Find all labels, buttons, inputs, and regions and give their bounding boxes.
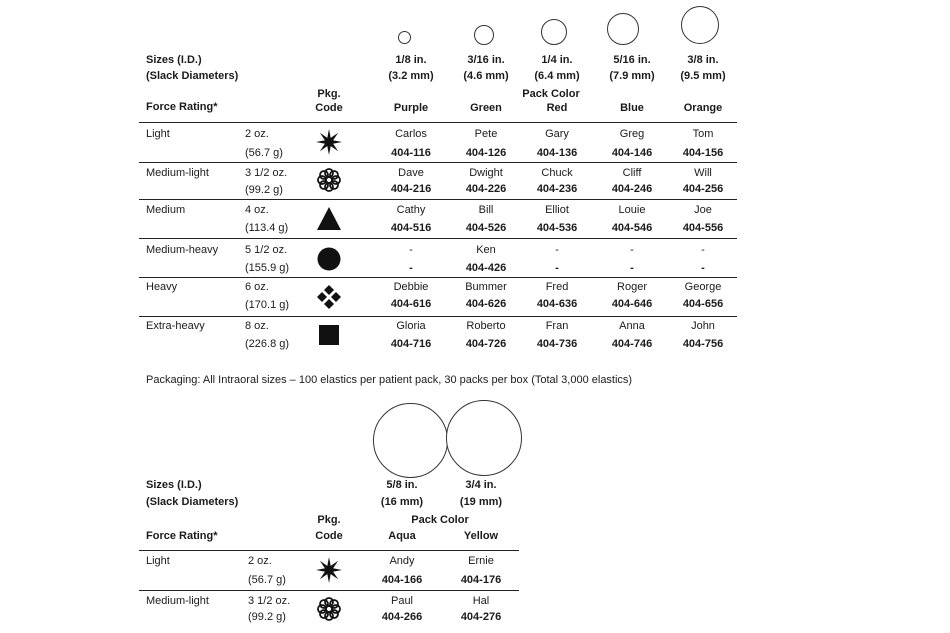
product-code: 404-166 — [381, 574, 423, 586]
product-code: 404-636 — [536, 298, 578, 310]
packaging-note: Packaging: All Intraoral sizes – 100 elastics per patient pack, 30 packs per box (Total 3,000 elastics) — [146, 374, 633, 386]
force-rating: Extra-heavy — [146, 320, 205, 332]
product-code: 404-146 — [611, 147, 653, 159]
pack-color: Orange — [683, 102, 723, 114]
elastic-name: Carlos — [395, 128, 427, 140]
elastic-name: Will — [694, 167, 712, 179]
elastic-name: Debbie — [393, 281, 429, 293]
product-code: 404-646 — [611, 298, 653, 310]
elastic-name: Ken — [476, 244, 496, 256]
star-icon — [316, 129, 342, 155]
slack-label: (Slack Diameters) — [146, 496, 239, 508]
product-code: 404-156 — [682, 147, 724, 159]
product-code: 404-736 — [536, 338, 578, 350]
pack-color: Red — [546, 102, 568, 114]
elastic-name: Gloria — [396, 320, 426, 332]
force-rating: Medium-heavy — [146, 244, 219, 256]
product-code: 404-276 — [460, 611, 502, 623]
product-code: - — [409, 262, 413, 274]
elastic-name: Gary — [545, 128, 569, 140]
divider — [139, 238, 737, 239]
elastic-name: Dave — [398, 167, 424, 179]
force-grams: (226.8 g) — [245, 338, 290, 350]
size-inch: 3/8 in. — [687, 54, 719, 66]
product-code: 404-746 — [611, 338, 653, 350]
elastic-name: Cathy — [396, 204, 426, 216]
pack-color-label: Pack Color — [522, 88, 580, 100]
elastic-name: Bummer — [465, 281, 507, 293]
sizes-label: Sizes (I.D.) — [146, 479, 202, 491]
product-code: - — [701, 262, 705, 274]
elastic-name: John — [691, 320, 715, 332]
size-mm: (19 mm) — [459, 496, 503, 508]
size-circle-icon — [446, 400, 522, 476]
force-grams: (99.2 g) — [245, 184, 283, 196]
elastic-name: Greg — [619, 128, 645, 140]
elastic-name: - — [555, 244, 559, 256]
diamonds-icon — [316, 284, 342, 310]
size-circle-icon — [398, 31, 411, 44]
product-code: 404-126 — [465, 147, 507, 159]
pack-color: Blue — [620, 102, 644, 114]
force-oz: 4 oz. — [245, 204, 269, 216]
force-oz: 8 oz. — [245, 320, 269, 332]
pkg-label: Pkg. — [317, 88, 341, 100]
size-inch: 3/4 in. — [465, 479, 497, 491]
circle-icon — [316, 246, 342, 272]
force-oz: 2 oz. — [248, 555, 272, 567]
square-icon — [316, 322, 342, 348]
force-oz: 3 1/2 oz. — [245, 167, 288, 179]
divider — [139, 199, 737, 200]
size-mm: (3.2 mm) — [388, 70, 434, 82]
force-oz: 3 1/2 oz. — [248, 595, 291, 607]
product-code: 404-426 — [465, 262, 507, 274]
product-code: 404-216 — [390, 183, 432, 195]
elastic-name: Paul — [390, 595, 414, 607]
product-code: 404-256 — [682, 183, 724, 195]
force-rating-label: Force Rating* — [146, 530, 218, 542]
flower-icon — [316, 167, 342, 193]
size-mm: (9.5 mm) — [680, 70, 726, 82]
elastic-name: Roberto — [466, 320, 506, 332]
product-code: 404-246 — [611, 183, 653, 195]
divider — [139, 590, 519, 591]
size-circle-icon — [373, 403, 448, 478]
force-grams: (155.9 g) — [245, 262, 290, 274]
force-rating-label: Force Rating* — [146, 101, 218, 113]
force-rating: Medium — [146, 204, 186, 216]
elastic-name: Bill — [478, 204, 494, 216]
pkg-label: Pkg. — [317, 514, 341, 526]
elastic-name: - — [409, 244, 413, 256]
force-rating: Heavy — [146, 281, 178, 293]
size-mm: (6.4 mm) — [534, 70, 580, 82]
elastic-name: - — [701, 244, 705, 256]
product-code: 404-266 — [381, 611, 423, 623]
size-inch: 3/16 in. — [467, 54, 505, 66]
elastic-name: Cliff — [622, 167, 642, 179]
size-inch: 5/8 in. — [386, 479, 418, 491]
product-code: 404-726 — [465, 338, 507, 350]
elastic-name: Dwight — [469, 167, 503, 179]
sizes-label: Sizes (I.D.) — [146, 54, 202, 66]
size-inch: 1/8 in. — [395, 54, 427, 66]
elastic-name: Andy — [389, 555, 415, 567]
product-code: 404-716 — [390, 338, 432, 350]
force-oz: 2 oz. — [245, 128, 269, 140]
star-icon — [316, 557, 342, 583]
elastic-name: Louie — [618, 204, 646, 216]
force-oz: 5 1/2 oz. — [245, 244, 288, 256]
elastic-name: Fran — [545, 320, 569, 332]
product-code: 404-526 — [465, 222, 507, 234]
product-code: 404-756 — [682, 338, 724, 350]
size-circle-icon — [607, 13, 639, 45]
product-code: 404-236 — [536, 183, 578, 195]
elastic-name: Chuck — [541, 167, 573, 179]
size-mm: (4.6 mm) — [463, 70, 509, 82]
pack-color: Yellow — [463, 530, 499, 542]
divider — [139, 316, 737, 317]
size-circle-icon — [474, 25, 494, 45]
product-code: 404-656 — [682, 298, 724, 310]
elastic-name: Pete — [474, 128, 498, 140]
divider — [139, 122, 737, 123]
product-code: 404-546 — [611, 222, 653, 234]
product-code: 404-136 — [536, 147, 578, 159]
product-code: - — [630, 262, 634, 274]
product-code: 404-616 — [390, 298, 432, 310]
divider — [139, 162, 737, 163]
elastic-name: Hal — [472, 595, 490, 607]
force-rating: Light — [146, 555, 170, 567]
pack-color: Purple — [393, 102, 429, 114]
size-inch: 1/4 in. — [541, 54, 573, 66]
elastic-name: Roger — [617, 281, 647, 293]
divider — [139, 550, 519, 551]
pack-color: Green — [470, 102, 502, 114]
elastic-name: Joe — [694, 204, 712, 216]
code-label: Code — [315, 102, 343, 114]
force-grams: (56.7 g) — [245, 147, 283, 159]
flower-icon — [316, 596, 342, 622]
code-label: Code — [315, 530, 343, 542]
product-code: 404-176 — [460, 574, 502, 586]
elastic-name: - — [630, 244, 634, 256]
elastic-name: George — [684, 281, 722, 293]
product-code: 404-116 — [391, 147, 431, 159]
pack-color-label: Pack Color — [411, 514, 469, 526]
size-mm: (16 mm) — [380, 496, 424, 508]
elastic-name: Anna — [619, 320, 645, 332]
product-code: - — [555, 262, 559, 274]
force-grams: (99.2 g) — [248, 611, 286, 623]
product-code: 404-516 — [390, 222, 432, 234]
divider — [139, 277, 737, 278]
size-mm: (7.9 mm) — [609, 70, 655, 82]
force-grams: (56.7 g) — [248, 574, 286, 586]
force-rating: Light — [146, 128, 170, 140]
force-oz: 6 oz. — [245, 281, 269, 293]
elastic-name: Ernie — [468, 555, 494, 567]
elastic-name: Fred — [545, 281, 569, 293]
size-circle-icon — [681, 6, 719, 44]
force-grams: (170.1 g) — [245, 299, 290, 311]
size-circle-icon — [541, 19, 567, 45]
force-rating: Medium-light — [146, 167, 209, 179]
product-code: 404-226 — [465, 183, 507, 195]
triangle-icon — [316, 206, 342, 232]
product-code: 404-626 — [465, 298, 507, 310]
force-grams: (113.4 g) — [245, 222, 289, 234]
force-rating: Medium-light — [146, 595, 209, 607]
elastic-name: Elliot — [545, 204, 569, 216]
pack-color: Aqua — [388, 530, 416, 542]
product-code: 404-536 — [536, 222, 578, 234]
elastic-name: Tom — [692, 128, 714, 140]
size-inch: 5/16 in. — [613, 54, 651, 66]
slack-label: (Slack Diameters) — [146, 70, 239, 82]
product-code: 404-556 — [682, 222, 724, 234]
